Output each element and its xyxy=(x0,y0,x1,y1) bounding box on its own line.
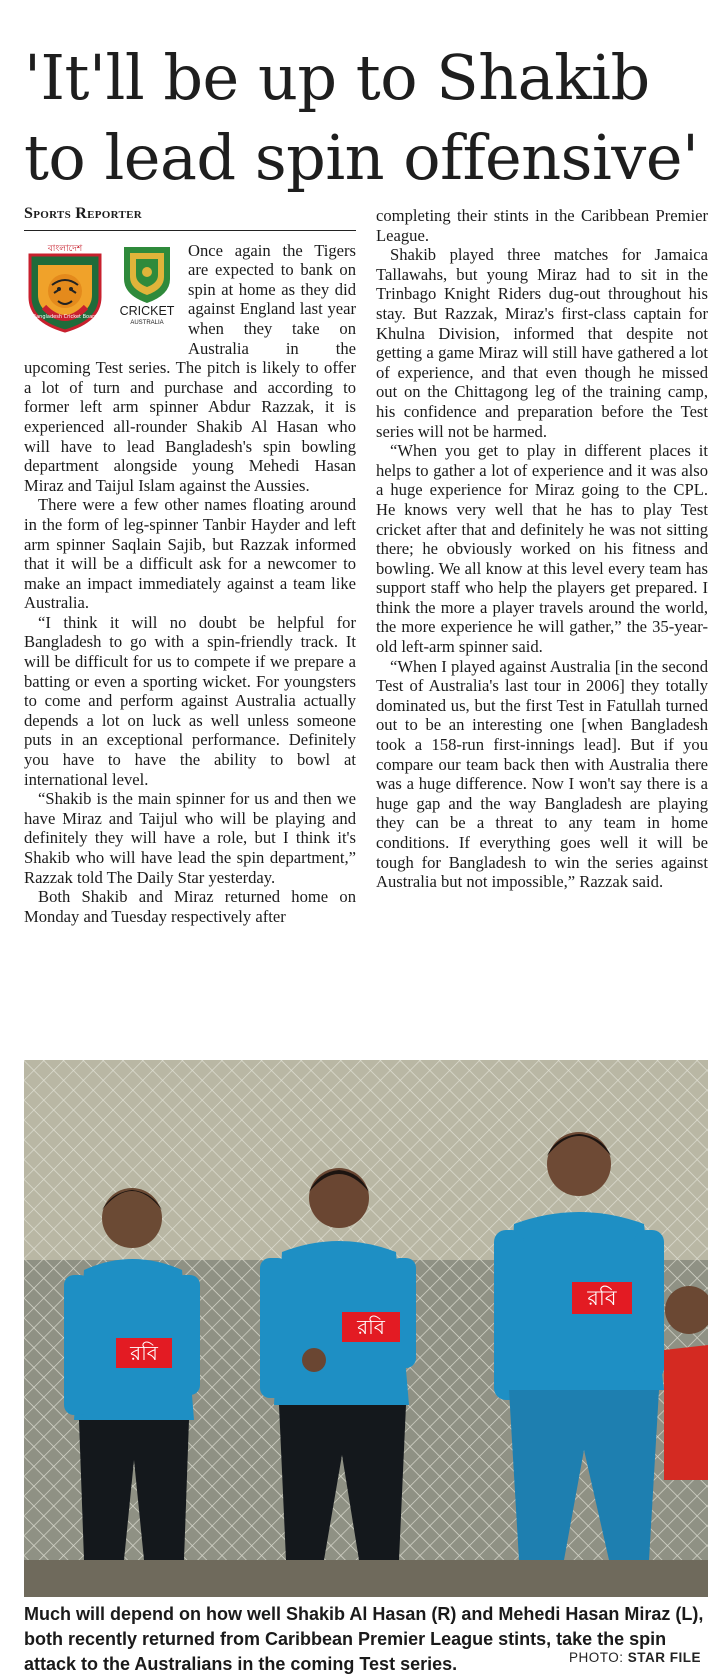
svg-text:CRICKET: CRICKET xyxy=(119,303,175,318)
person-at-edge xyxy=(664,1286,708,1480)
team-logos xyxy=(24,241,182,339)
photo-illustration xyxy=(24,1060,708,1597)
article-paragraph-3: “I think it will no doubt be helpful for Bangladesh to go with a spin-friendly track. It will be difficult for us to compete if we prepare a batting or even a sporting wicket. For youngsters to come and perform against Australia actually depends a lot on luck as well unless someone puts in an exceptional performance. Definitely you have to have the ability to bowl at international level. xyxy=(24,612,356,789)
article-paragraph-7: Shakib played three matches for Jamaica Tallawahs, but young Miraz had to sit in the Trinbago Knight Riders dug-out throughout his stay. But Razzak, Miraz's first-class captain for Khulna Division, informed that despite not getting a game Miraz will still have gathered a lot of experience, and that even though he missed out on the Chittagong leg of the training camp, his confidence and preparation before the Test series will not be harmed. xyxy=(376,245,708,441)
svg-text:রবি: রবি xyxy=(587,1286,617,1310)
cricket-australia-crest-icon xyxy=(116,245,178,331)
article-paragraph-6: completing their stints in the Caribbean Premier League. xyxy=(376,206,708,245)
photo-credit-prefix: PHOTO: xyxy=(568,1650,624,1665)
left-column xyxy=(24,204,356,926)
bangladesh-cricket-tiger-crest-icon xyxy=(24,241,106,333)
players-photo xyxy=(24,1060,708,1597)
article-paragraph-2: There were a few other names floating around in the form of leg-spinner Tanbir Hayder and left arm spinner Saqlain Sajib, but Razzak informed that it will be a difficult ask for a newcomer to make an impact immediately against a team like Australia. xyxy=(24,495,356,613)
photo-caption: Much will depend on how well Shakib Al Hasan (R) and Mehedi Hasan Miraz (L), both recently returned from Caribbean Premier League stints, take the spin attack to the Australians in the coming Test series. xyxy=(24,1604,704,1674)
article-paragraph-5: Both Shakib and Miraz returned home on Monday and Tuesday respectively after xyxy=(24,887,356,926)
svg-text:AUSTRALIA: AUSTRALIA xyxy=(130,319,164,326)
svg-text:বাংলাদেশ: বাংলাদেশ xyxy=(47,243,83,254)
article-body xyxy=(24,204,708,1039)
article-paragraph-1: Once again the Tigers are expected to bank on spin at home as they did against England last year when they take on Australia in the upcoming Test series. The pitch is likely to offer a lot of turn and purchase and according to former left arm spinner Abdur Razzak, it is experienced all-rounder Shakib Al Hasan who will have to lead Bangladesh's spin bowling department alongside young Mehedi Hasan Miraz and Taijul Islam against the Aussies. xyxy=(24,240,356,495)
svg-text:রবি: রবি xyxy=(357,1315,385,1339)
article-paragraph-4: “Shakib is the main spinner for us and then we have Miraz and Taijul who will be playing and definitely they will have a role, but I think it's Shakib who will have lead the spin department,” Razzak told The Daily Star yesterday. xyxy=(24,789,356,887)
right-column xyxy=(376,206,708,892)
headline: 'It'll be up to Shakib to lead spin offensive' xyxy=(24,41,699,194)
photo-credit xyxy=(569,1650,701,1665)
photo-credit-source: STAR FILE xyxy=(627,1650,701,1665)
article-paragraph-9: “When I played against Australia [in the second Test of Australia's last tour in 2006] they totally dominated us, but the first Test in Fatullah turned out to be an interesting one [when Bangladesh took a 158-run first-innings lead]. But if you compare our team back then with Australia there was a huge difference. Now I won't say there is a huge gap and the way Bangladesh are playing they can be a threat to any team in home conditions. If everything goes well it will be tough for Bangladesh to win the series against Australia but not impossible,” Razzak said. xyxy=(376,656,708,892)
byline: Sports Reporter xyxy=(24,204,356,231)
svg-text:Bangladesh Cricket Board: Bangladesh Cricket Board xyxy=(32,313,98,320)
article-paragraph-8: “When you get to play in different places it helps to gather a lot of experience and it was also a huge experience for Miraz going to the CPL. He knows very well that he has to play Test cricket after that and definitely he was not sitting there; he obviously worked on his fitness and bowling. We all know at this level every team has support staff who help the players get prepared. I think the more a player travels around the world, the more experience he will gather,” the 35-year-old left-arm spinner said. xyxy=(376,441,708,657)
svg-text:রবি: রবি xyxy=(130,1341,158,1365)
